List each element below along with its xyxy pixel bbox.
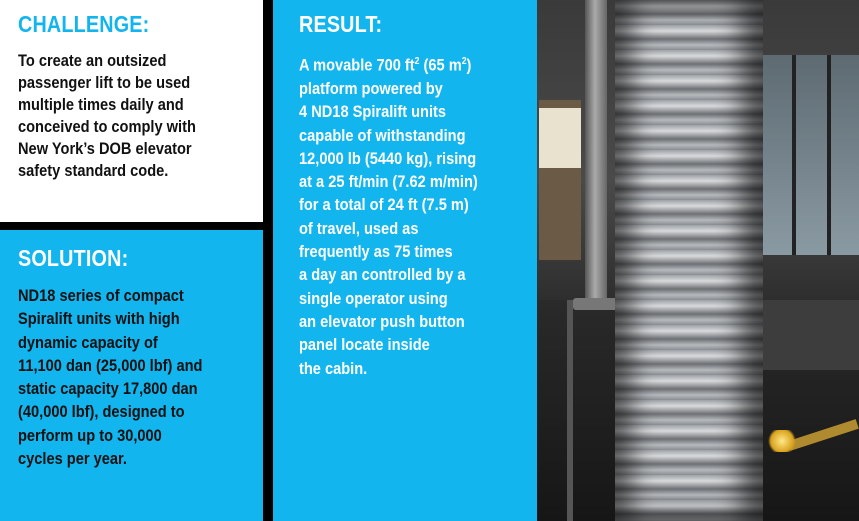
photo-window-mullion [827,55,831,255]
result-line1-suffix: ) [466,55,472,75]
photo-guide-pole [585,0,607,305]
challenge-heading: CHALLENGE: [18,11,150,37]
result-text-rest: platform powered by 4 ND18 Spiralift units capable of withstanding 12,000 lb (5440 kg), rising at a 25 ft/min (7.62 m/min) for a total of 24 ft (7.5 m) of travel, used as frequently as 75 times a day an controlled by a single operator using an elevator push button panel locate inside the cabin. [299,78,478,378]
result-panel [273,0,537,521]
result-sup-m: 2 [461,56,467,67]
challenge-text: To create an outsized passenger lift to be used multiple times daily and conceived to comply with New York’s DOB elevator safety standard code. [18,51,196,180]
photo-machinery [762,300,859,370]
result-line1-mid: (65 m [419,55,462,75]
result-line1-prefix: A movable 700 ft [299,55,415,75]
photo-window-mullion [792,55,796,255]
spiralift-column [615,0,763,521]
photo-store-sign [539,108,581,168]
spiralift-photo [537,0,859,521]
result-text [299,50,528,380]
photo-window [757,55,859,255]
solution-heading: SOLUTION: [18,245,129,271]
photo-light [767,430,797,452]
solution-text: ND18 series of compact Spiralift units with high dynamic capacity of 11,100 dan (25,000 lbf) and static capacity 17,800 dan (40,000 lbf), designed to perform up to 30,000 cycles per year. [18,286,203,469]
result-sup-ft: 2 [414,56,420,67]
result-heading: RESULT: [299,11,383,37]
photo-pole-base [573,298,619,310]
challenge-panel [0,0,263,222]
solution-panel [0,230,263,521]
photo-rail [567,300,573,521]
